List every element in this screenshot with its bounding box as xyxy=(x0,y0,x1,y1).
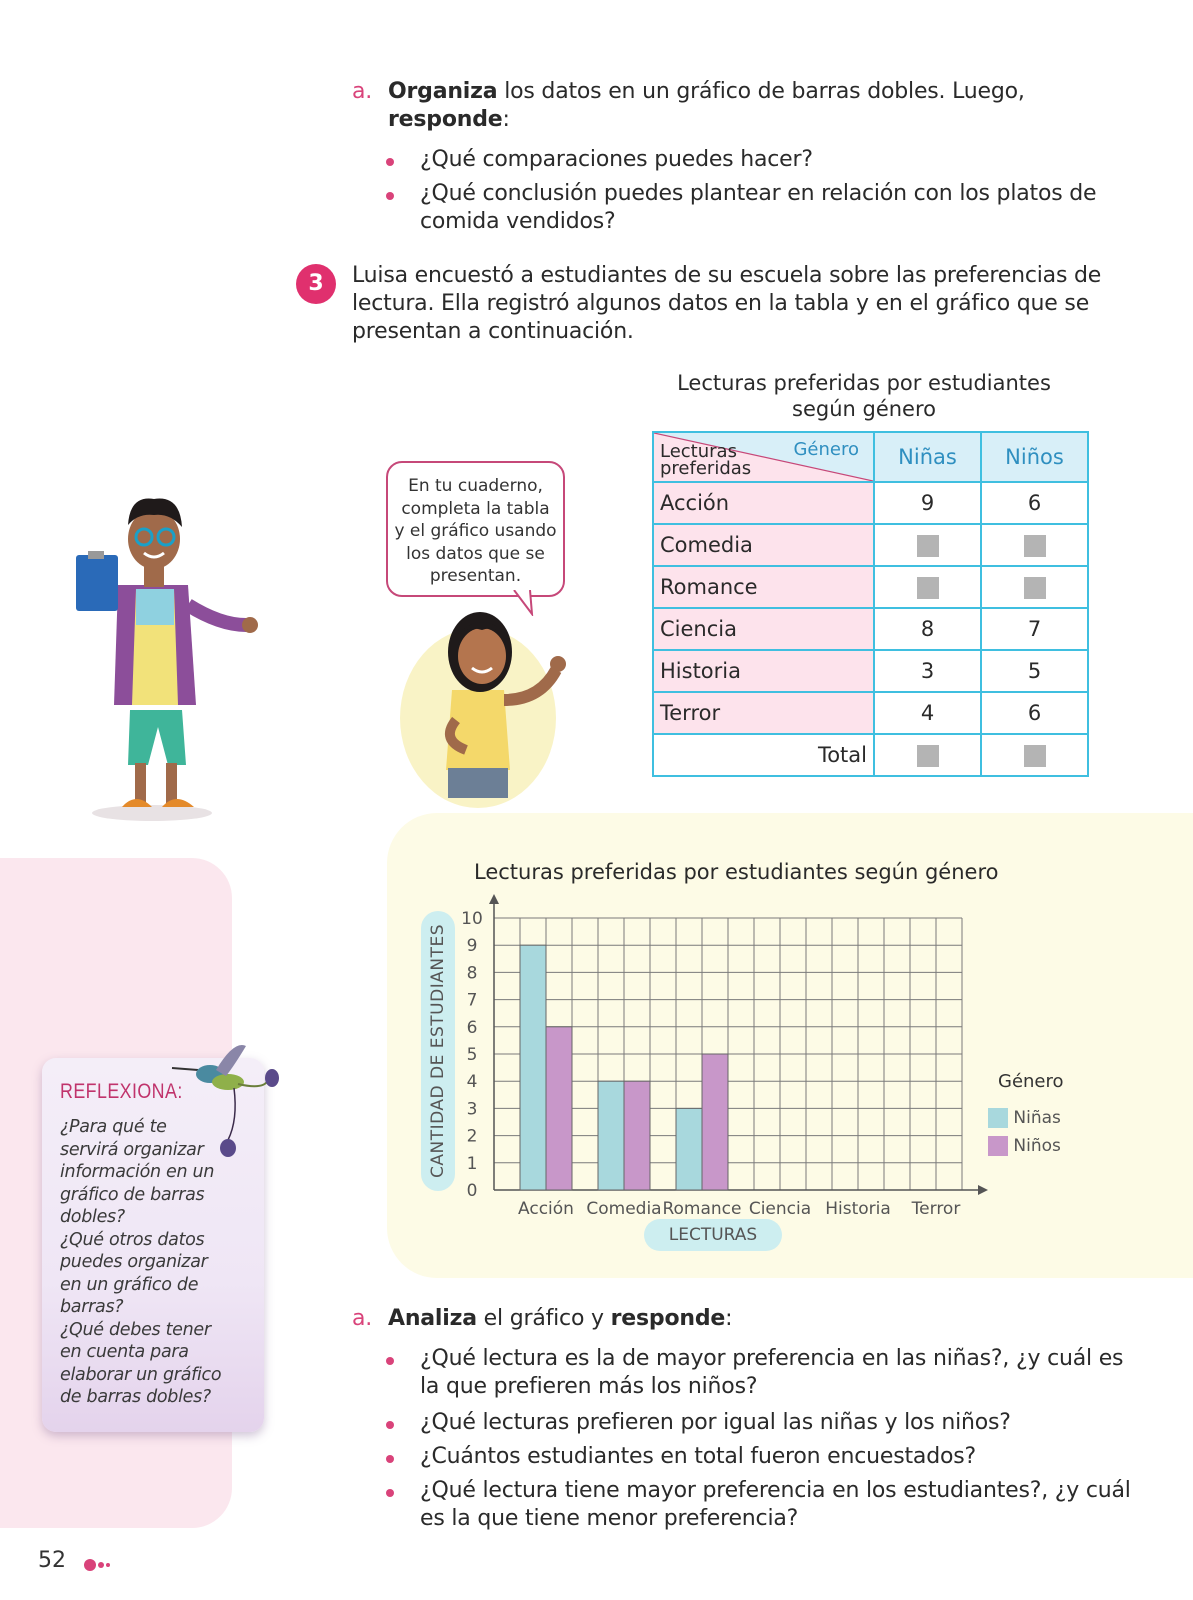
y-tick-label: 1 xyxy=(466,1153,478,1174)
row-label: Terror xyxy=(653,692,874,734)
col-header-ninos: Niños xyxy=(981,432,1088,482)
chart-title: Lecturas preferidas por estudiantes según género xyxy=(474,860,999,884)
row-label: Historia xyxy=(653,650,874,692)
instruction-text: el gráfico y xyxy=(476,1306,611,1331)
y-tick-label: 2 xyxy=(466,1126,478,1147)
instruction-text: : xyxy=(502,107,510,132)
y-axis-arrow xyxy=(489,894,499,904)
x-axis-arrow xyxy=(978,1185,988,1195)
bar-ninos xyxy=(624,1081,650,1190)
question-a-analiza xyxy=(352,1305,1072,1333)
bullet-text: ¿Qué comparaciones puedes hacer? xyxy=(420,147,813,172)
bullet-text: la que prefieren más los niños? xyxy=(420,1374,758,1399)
legend-swatch-ninas xyxy=(988,1108,1008,1128)
y-axis-label: CANTIDAD DE ESTUDIANTES xyxy=(428,924,448,1178)
reflexiona-body: ¿Para qué te servirá organizar información en un gráfico de barras dobles? ¿Qué otros datos puedes organizar en un gráfico de barras? ¿Qué debes tener en cuenta para elaborar un gráfico de barras dobles? xyxy=(60,1117,222,1407)
y-tick-label: 3 xyxy=(466,1099,478,1120)
cell-ninas: 8 xyxy=(874,608,981,650)
row-label: Romance xyxy=(653,566,874,608)
y-tick-label: 5 xyxy=(466,1045,478,1065)
cell-ninas: 4 xyxy=(874,692,981,734)
bullet-dot xyxy=(386,1357,394,1365)
bar-ninas xyxy=(520,945,546,1190)
page-dots-icon xyxy=(84,1558,114,1572)
instruction-text: : xyxy=(725,1306,733,1331)
y-tick-label: 9 xyxy=(466,936,478,957)
bullet-text: ¿Cuántos estudiantes en total fueron encuestados? xyxy=(420,1444,976,1469)
y-tick-label: 6 xyxy=(466,1017,478,1038)
total-label: Total xyxy=(653,734,874,776)
y-tick-label: 10 xyxy=(461,909,483,929)
legend-swatch-ninos xyxy=(988,1136,1008,1156)
col-header-ninas: Niñas xyxy=(874,432,981,482)
bar-ninos xyxy=(546,1027,572,1190)
bullet-text: comida vendidos? xyxy=(420,209,616,234)
legend-title: Género xyxy=(998,1071,1064,1092)
bullet-dot xyxy=(386,1455,394,1463)
speech-bubble-text: En tu cuaderno, completa la tabla y el gráfico usando los datos que se presentan. xyxy=(394,476,557,586)
x-tick-label: Historia xyxy=(825,1199,891,1219)
cell-ninos: 6 xyxy=(981,692,1088,734)
bold-word: responde xyxy=(388,107,503,132)
corner-label-lecturas: Lecturas preferidas xyxy=(660,441,752,479)
legend xyxy=(988,1071,1064,1156)
cell-ninos: 7 xyxy=(981,608,1088,650)
x-axis-label: LECTURAS xyxy=(668,1225,758,1245)
y-tick-label: 0 xyxy=(466,1181,478,1201)
reflexiona-title: REFLEXIONA: xyxy=(60,1080,183,1103)
x-tick-label: Acción xyxy=(518,1199,574,1219)
bold-word: Analiza xyxy=(388,1306,477,1331)
problem-text-line: lectura. Ella registró algunos datos en la tabla y en el gráfico que se xyxy=(352,291,1090,316)
table-title-line: según género xyxy=(792,397,936,421)
legend-item-ninos xyxy=(988,1136,1064,1156)
row-label: Acción xyxy=(653,482,874,524)
item-marker: a. xyxy=(352,79,373,104)
bar-ninas xyxy=(676,1108,702,1190)
bullet-text: ¿Qué lectura tiene mayor preferencia en los estudiantes?, ¿y cuál xyxy=(420,1478,1131,1503)
legend-item-ninas xyxy=(988,1108,1064,1128)
x-tick-label: Terror xyxy=(911,1199,961,1219)
page-number: 52 xyxy=(38,1548,66,1573)
bullet-text: ¿Qué lectura es la de mayor preferencia en las niñas?, ¿y cuál es xyxy=(420,1346,1124,1371)
bold-word: responde xyxy=(610,1306,726,1331)
cell-ninos: 6 xyxy=(981,482,1088,524)
x-tick-label: Ciencia xyxy=(748,1199,812,1219)
x-tick-label: Romance xyxy=(662,1199,742,1219)
x-tick-label: Comedia xyxy=(586,1199,662,1219)
instruction-text: los datos en un gráfico de barras dobles. Luego, xyxy=(497,79,1025,104)
y-tick-label: 8 xyxy=(466,963,478,984)
row-label: Comedia xyxy=(653,524,874,566)
bullet-text: es la que tiene menor preferencia? xyxy=(420,1506,799,1531)
y-tick-label: 7 xyxy=(466,990,478,1011)
bold-word: Organiza xyxy=(388,79,498,104)
cell-ninas: 3 xyxy=(874,650,981,692)
legend-label: Niñas xyxy=(1013,1108,1061,1128)
row-label: Ciencia xyxy=(653,608,874,650)
bullet-text: ¿Qué lecturas prefieren por igual las niñas y los niños? xyxy=(420,1410,1011,1435)
cell-ninas: 9 xyxy=(874,482,981,524)
y-tick-label: 4 xyxy=(466,1072,478,1093)
problem-text-line: Luisa encuestó a estudiantes de su escuela sobre las preferencias de xyxy=(352,263,1102,288)
bullet-dot xyxy=(386,1489,394,1497)
corner-label-genero: Género xyxy=(793,439,859,460)
problem-text-line: presentan a continuación. xyxy=(352,319,634,344)
item-marker: a. xyxy=(352,1306,373,1331)
table-title-line: Lecturas preferidas por estudiantes xyxy=(677,371,1051,395)
problem-number: 3 xyxy=(308,271,324,296)
bar-ninos xyxy=(702,1054,728,1190)
cell-ninos: 5 xyxy=(981,650,1088,692)
bullet-text: ¿Qué conclusión puedes plantear en relación con los platos de xyxy=(420,181,1097,206)
legend-label: Niños xyxy=(1013,1136,1061,1156)
bullet-dot xyxy=(386,1421,394,1429)
bar-ninas xyxy=(598,1081,624,1190)
